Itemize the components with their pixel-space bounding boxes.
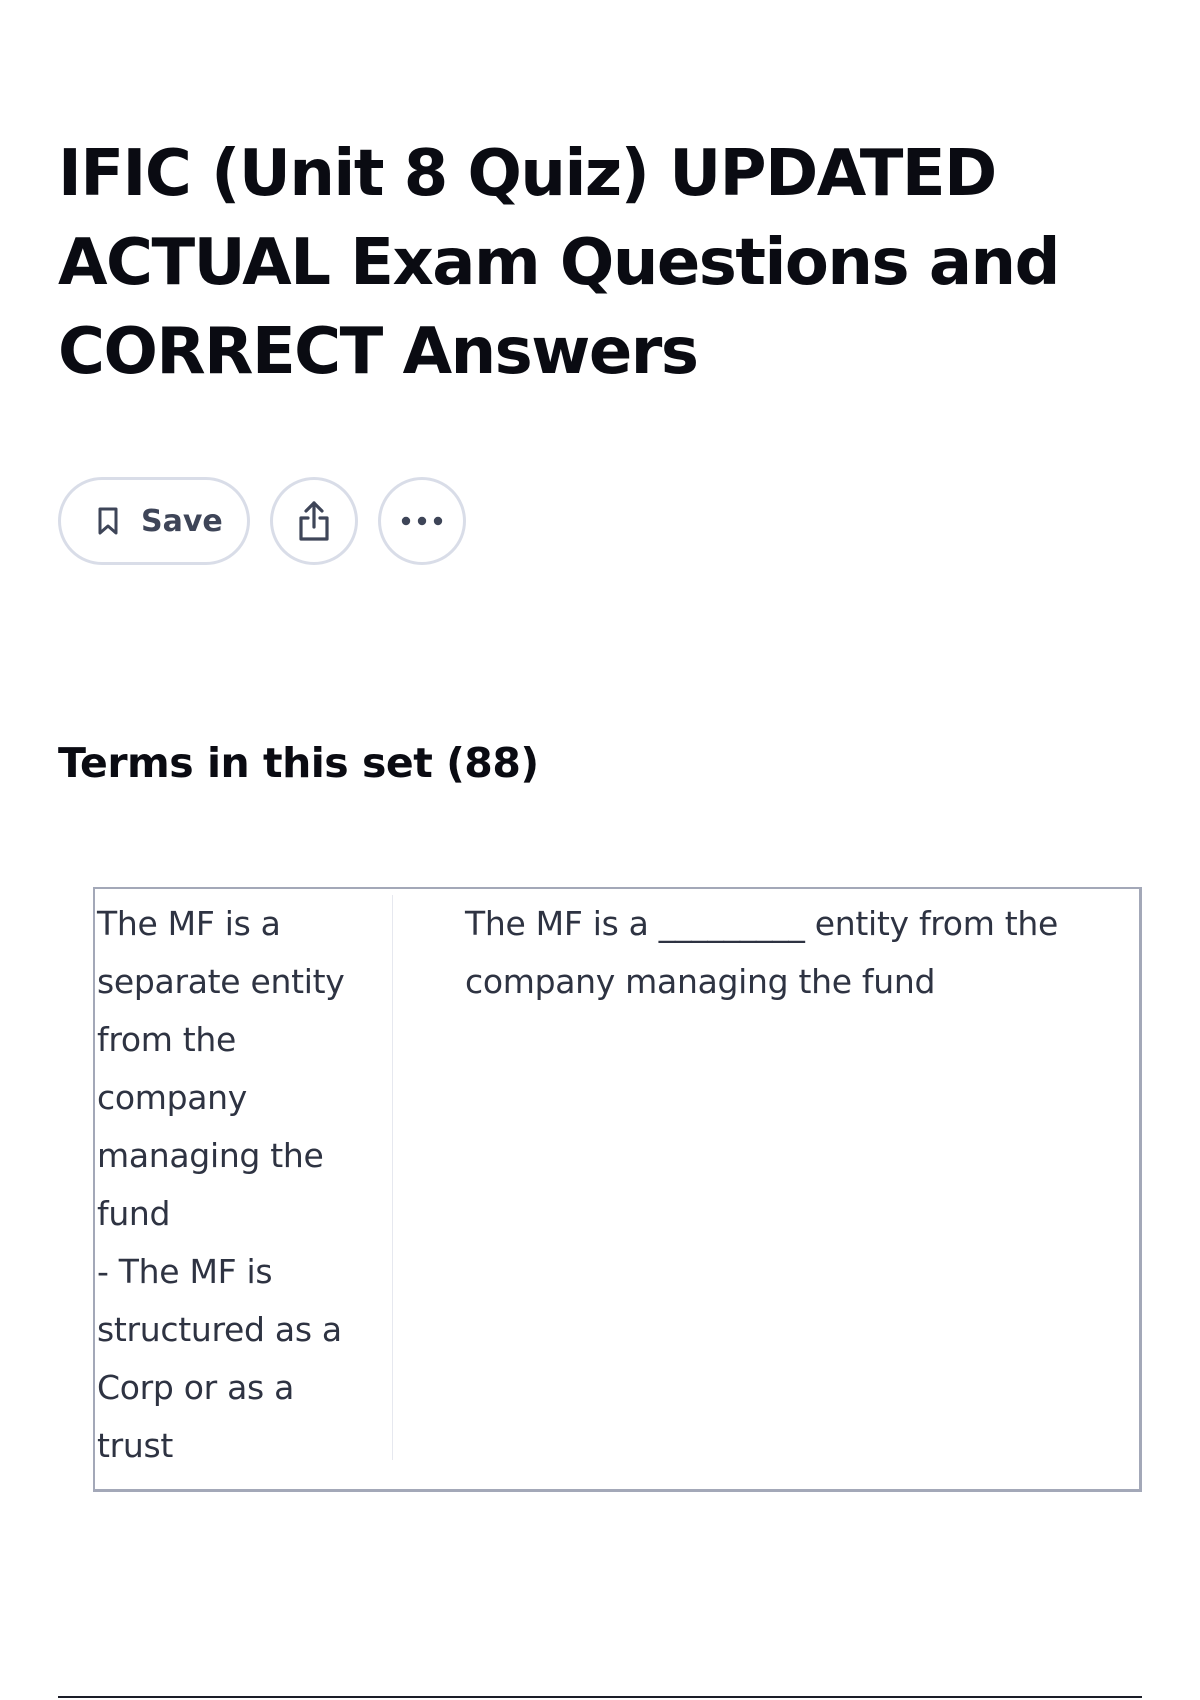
card-term: The MF is a _________ entity from the company managing the fund [465, 904, 1058, 1001]
terms-heading: Terms in this set (88) [58, 739, 539, 787]
page-title: IFIC (Unit 8 Quiz) UPDATED ACTUAL Exam Questions and CORRECT Answers [58, 137, 1059, 389]
more-options-icon [400, 515, 444, 527]
share-button[interactable] [270, 477, 358, 565]
card-definition: The MF is a separate entity from the company managing the fund - The MF is structured as a Corp or as a trust [97, 904, 345, 1465]
bottom-divider [58, 1696, 1142, 1698]
card-divider [392, 895, 393, 1460]
bookmark-icon [97, 506, 119, 536]
share-icon [294, 499, 334, 543]
action-bar [58, 477, 466, 565]
more-options-button[interactable] [378, 477, 466, 565]
term-card [93, 887, 1142, 1492]
save-button-label: Save [141, 503, 223, 539]
save-button[interactable] [58, 477, 250, 565]
